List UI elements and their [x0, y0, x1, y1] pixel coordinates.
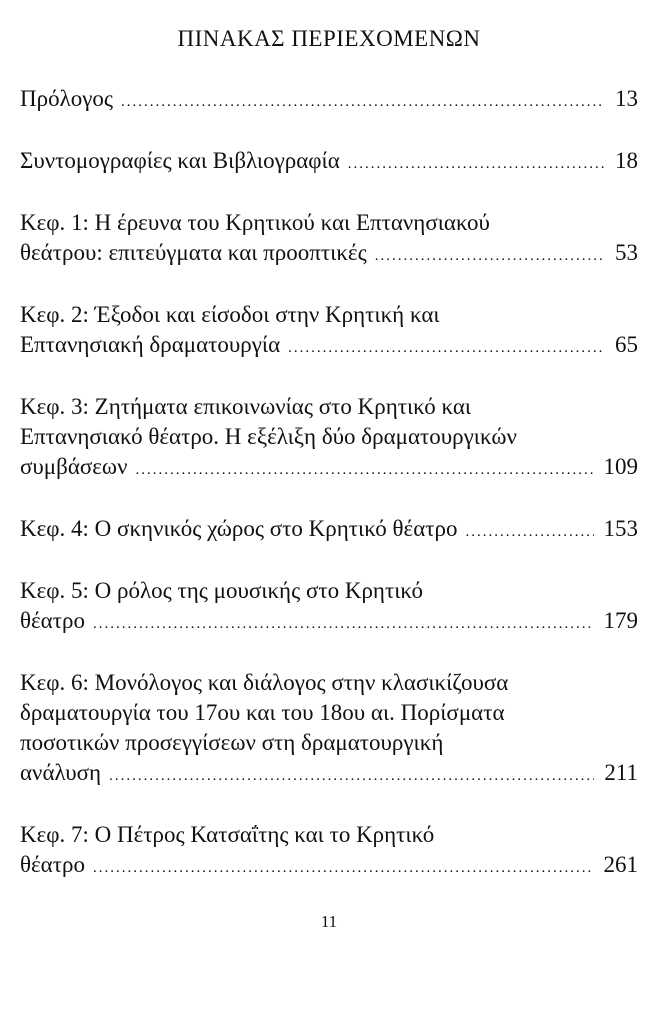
toc-page-number: 109: [603, 454, 638, 479]
dot-leader: [465, 517, 593, 547]
toc-entry-line: ποσοτικών προσεγγίσεων στη δραματουργική: [20, 730, 444, 755]
toc-entry-chapter-6: [20, 668, 638, 791]
toc-entry-abbreviations: [20, 146, 638, 179]
toc-entry-title: θεάτρου: επιτεύγματα και προοπτικές: [20, 240, 367, 265]
dot-leader: [93, 609, 594, 639]
toc-entry-line: δραματουργία του 17ου και του 18ου αι. Πορίσματα: [20, 700, 505, 725]
dot-leader: [288, 333, 605, 363]
toc-entry-prologue: [20, 84, 638, 117]
dot-leader: [109, 761, 594, 791]
toc-entry-last-line: [20, 238, 638, 271]
toc-entry-title: θέατρο: [20, 608, 85, 633]
toc-page-number: 261: [603, 852, 638, 877]
toc-entry-line: Επτανησιακό θέατρο. Η εξέλιξη δύο δραματουργικών: [20, 424, 517, 449]
dot-leader: [135, 455, 593, 485]
toc-entry-title: συμβάσεων: [20, 454, 128, 479]
toc-entry-last-line: [20, 84, 638, 117]
page-number: 11: [320, 912, 338, 931]
toc-page-number: 13: [615, 86, 638, 111]
toc-page-number: 65: [615, 332, 638, 357]
toc-entry-line: Κεφ. 6: Μονόλογος και διάλογος στην κλασικίζουσα: [20, 670, 509, 695]
dot-leader: [348, 149, 605, 179]
toc-page-number: 53: [615, 240, 638, 265]
dot-leader: [121, 87, 605, 117]
toc-entry-last-line: [20, 606, 638, 639]
toc-entry-line: Κεφ. 3: Ζητήματα επικοινωνίας στο Κρητικό και: [20, 394, 472, 419]
toc-page-number: 18: [615, 148, 638, 173]
table-of-contents: [20, 84, 638, 912]
toc-entry-last-line: [20, 330, 638, 363]
toc-entry-line: Κεφ. 5: Ο ρόλος της μουσικής στο Κρητικό: [20, 578, 423, 603]
toc-entry-line: Κεφ. 2: Έξοδοι και είσοδοι στην Κρητική και: [20, 302, 440, 327]
toc-entry-line: Κεφ. 1: Η έρευνα του Κρητικού και Επτανησιακού: [20, 210, 490, 235]
toc-entry-chapter-7: [20, 820, 638, 883]
toc-entry-title: Επτανησιακή δραματουργία: [20, 332, 281, 357]
page-title: ΠΙΝΑΚΑΣ ΠΕΡΙΕΧΟΜΕΝΩΝ: [177, 26, 481, 51]
toc-entry-title: Συντομογραφίες και Βιβλιογραφία: [20, 148, 340, 173]
toc-entry-chapter-3: [20, 392, 638, 485]
dot-leader: [375, 241, 605, 271]
toc-entry-title: Πρόλογος: [20, 86, 114, 111]
toc-entry-line: Κεφ. 7: Ο Πέτρος Κατσαΐτης και το Κρητικό: [20, 822, 435, 847]
toc-entry-last-line: [20, 514, 638, 547]
toc-entry-chapter-4: [20, 514, 638, 547]
toc-entry-last-line: [20, 452, 638, 485]
toc-entry-last-line: [20, 758, 638, 791]
toc-entry-title: Κεφ. 4: Ο σκηνικός χώρος στο Κρητικό θέατρο: [20, 516, 458, 541]
toc-entry-title: θέατρο: [20, 852, 85, 877]
toc-page-number: 211: [604, 760, 638, 785]
toc-page-number: 179: [603, 608, 638, 633]
dot-leader: [93, 853, 594, 883]
toc-entry-chapter-1: [20, 208, 638, 271]
toc-entry-chapter-2: [20, 300, 638, 363]
toc-entry-chapter-5: [20, 576, 638, 639]
toc-entry-last-line: [20, 850, 638, 883]
toc-entry-title: ανάλυση: [20, 760, 102, 785]
toc-page-number: 153: [603, 516, 638, 541]
toc-entry-last-line: [20, 146, 638, 179]
